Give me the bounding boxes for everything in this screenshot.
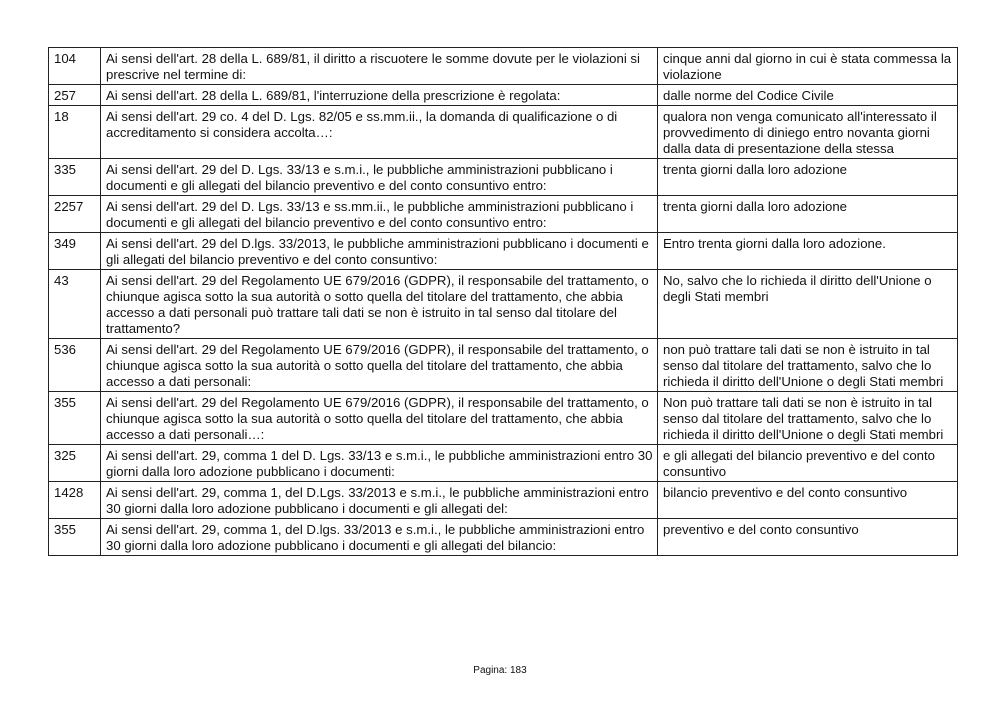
answer-text-cell: trenta giorni dalla loro adozione [658, 196, 958, 233]
question-number-cell: 18 [49, 106, 101, 159]
question-number-cell: 257 [49, 85, 101, 106]
question-text-cell: Ai sensi dell'art. 29, comma 1, del D.lgs. 33/2013 e s.m.i., le pubbliche amministrazioni entro 30 giorni dalla loro adozione pubblicano i documenti e gli allegati del bilancio: [101, 519, 658, 556]
table-row [49, 106, 958, 159]
question-text-cell: Ai sensi dell'art. 29 co. 4 del D. Lgs. 82/05 e ss.mm.ii., la domanda di qualificazione o di accreditamento si considera accolta…: [101, 106, 658, 159]
question-text-cell: Ai sensi dell'art. 29 del Regolamento UE 679/2016 (GDPR), il responsabile del trattamento, o chiunque agisca sotto la sua autorità o sotto quella del titolare del trattamento, che abbia accesso a dati personali…: [101, 392, 658, 445]
question-text-cell: Ai sensi dell'art. 29 del D.lgs. 33/2013, le pubbliche amministrazioni pubblicano i documenti e gli allegati del bilancio preventivo e del conto consuntivo: [101, 233, 658, 270]
question-number-cell: 335 [49, 159, 101, 196]
questions-table-body [49, 48, 958, 556]
question-text-cell: Ai sensi dell'art. 29 del Regolamento UE 679/2016 (GDPR), il responsabile del trattamento, o chiunque agisca sotto la sua autorità o sotto quella del titolare del trattamento, che abbia accesso a dati personali: [101, 339, 658, 392]
question-text-cell: Ai sensi dell'art. 28 della L. 689/81, l'interruzione della prescrizione è regolata: [101, 85, 658, 106]
table-row [49, 196, 958, 233]
answer-text-cell: Entro trenta giorni dalla loro adozione. [658, 233, 958, 270]
answer-text-cell: cinque anni dal giorno in cui è stata commessa la violazione [658, 48, 958, 85]
question-text-cell: Ai sensi dell'art. 29, comma 1, del D.Lgs. 33/2013 e s.m.i., le pubbliche amministrazioni entro 30 giorni dalla loro adozione pubblicano i documenti e gli allegati del: [101, 482, 658, 519]
question-text-cell: Ai sensi dell'art. 28 della L. 689/81, il diritto a riscuotere le somme dovute per le violazioni si prescrive nel termine di: [101, 48, 658, 85]
question-number-cell: 349 [49, 233, 101, 270]
question-number-cell: 43 [49, 270, 101, 339]
question-text-cell: Ai sensi dell'art. 29, comma 1 del D. Lgs. 33/13 e s.m.i., le pubbliche amministrazioni entro 30 giorni dalla loro adozione pubblicano i documenti: [101, 445, 658, 482]
table-row [49, 392, 958, 445]
question-number-cell: 104 [49, 48, 101, 85]
table-row [49, 85, 958, 106]
table-row [49, 233, 958, 270]
table-row [49, 519, 958, 556]
answer-text-cell: qualora non venga comunicato all'interessato il provvedimento di diniego entro novanta giorni dalla data di presentazione della stessa [658, 106, 958, 159]
question-text-cell: Ai sensi dell'art. 29 del D. Lgs. 33/13 e ss.mm.ii., le pubbliche amministrazioni pubblicano i documenti e gli allegati del bilancio preventivo e del conto consuntivo entro: [101, 196, 658, 233]
table-row [49, 48, 958, 85]
table-row [49, 270, 958, 339]
answer-text-cell: No, salvo che lo richieda il diritto dell'Unione o degli Stati membri [658, 270, 958, 339]
table-row [49, 339, 958, 392]
answer-text-cell: trenta giorni dalla loro adozione [658, 159, 958, 196]
answer-text-cell: preventivo e del conto consuntivo [658, 519, 958, 556]
question-number-cell: 1428 [49, 482, 101, 519]
question-number-cell: 536 [49, 339, 101, 392]
question-number-cell: 355 [49, 392, 101, 445]
questions-table [48, 47, 958, 556]
question-number-cell: 355 [49, 519, 101, 556]
table-row [49, 445, 958, 482]
answer-text-cell: Non può trattare tali dati se non è istruito in tal senso dal titolare del trattamento, salvo che lo richieda il diritto dell'Unione o degli Stati membri [658, 392, 958, 445]
answer-text-cell: bilancio preventivo e del conto consuntivo [658, 482, 958, 519]
answer-text-cell: non può trattare tali dati se non è istruito in tal senso dal titolare del trattamento, salvo che lo richieda il diritto dell'Unione o degli Stati membri [658, 339, 958, 392]
answer-text-cell: dalle norme del Codice Civile [658, 85, 958, 106]
question-text-cell: Ai sensi dell'art. 29 del D. Lgs. 33/13 e s.m.i., le pubbliche amministrazioni pubblicano i documenti e gli allegati del bilancio preventivo e del conto consuntivo entro: [101, 159, 658, 196]
page-footer: Pagina: 183 [473, 665, 527, 676]
table-row [49, 482, 958, 519]
question-number-cell: 325 [49, 445, 101, 482]
answer-text-cell: e gli allegati del bilancio preventivo e del conto consuntivo [658, 445, 958, 482]
question-text-cell: Ai sensi dell'art. 29 del Regolamento UE 679/2016 (GDPR), il responsabile del trattamento, o chiunque agisca sotto la sua autorità o sotto quella del titolare del trattamento, che abbia accesso a dati personali può trattare tali dati se non è istruito in tal senso dal titolare del trattamento? [101, 270, 658, 339]
question-number-cell: 2257 [49, 196, 101, 233]
table-row [49, 159, 958, 196]
